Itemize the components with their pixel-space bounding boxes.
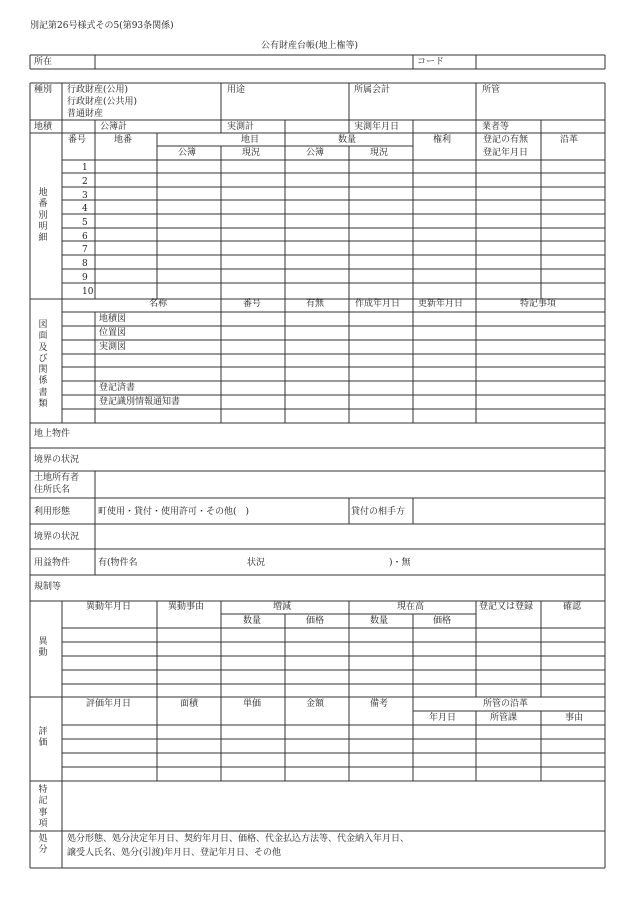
parcel-col-registration: 登記の有無 <box>483 135 529 145</box>
area-label: 地積 <box>34 122 53 132</box>
contractor-label: 業者等 <box>482 122 510 132</box>
valuation-sub-date: 年月日 <box>429 713 457 723</box>
category-sub-register: 公簿 <box>178 148 197 158</box>
survey-date-label: 実測年月日 <box>354 122 400 132</box>
form-reference: 別記第26号様式その5(第93条関係) <box>30 21 174 31</box>
changes-sub-quantity-1: 数量 <box>243 616 262 626</box>
changes-col-confirm: 確認 <box>563 602 582 612</box>
parcel-row-number: 7 <box>82 245 88 255</box>
parcel-row-number: 1 <box>82 163 88 173</box>
changes-side-label: 異動 <box>38 637 48 659</box>
parcel-row-number: 8 <box>82 259 88 269</box>
drawings-col-presence: 有無 <box>306 299 325 309</box>
changes-col-registry: 登記又は登録 <box>479 602 534 612</box>
use-label: 用途 <box>227 85 246 95</box>
survey-total-label: 実測計 <box>227 122 255 132</box>
parcel-col-quantity: 数量 <box>338 135 357 145</box>
parcel-side-label: 地番別明細 <box>38 188 48 243</box>
changes-col-increase-decrease: 増減 <box>273 602 292 612</box>
parcel-row-number: 5 <box>82 218 88 228</box>
disposal-line-1: 処分形態、処分決定年月日、契約年月日、価格、代金払込方法等、代金納入年月日、 <box>67 834 410 844</box>
regulations-label: 規制等 <box>34 582 62 592</box>
drawing-item-name: 地積図 <box>99 314 127 324</box>
drawings-side-label: 図面及び関係書類 <box>38 320 48 409</box>
type-label: 種別 <box>34 85 53 95</box>
parcel-col-registration-date: 登記年月日 <box>483 148 529 158</box>
usage-label: 利用形態 <box>34 507 71 517</box>
code-label: コード <box>417 57 445 67</box>
notes-side-label: 特記事項 <box>38 785 48 829</box>
parcel-col-lot: 地番 <box>114 135 133 145</box>
disposal-line-2: 譲受人氏名、処分(引渡)年月日、登記年月日、その他 <box>67 848 282 858</box>
parcel-row-number: 2 <box>82 177 88 187</box>
parcel-col-number: 番号 <box>68 135 87 145</box>
owner-label-line1: 土地所有者 <box>34 473 80 483</box>
parcel-col-right: 権利 <box>433 135 452 145</box>
valuation-col-amount: 金額 <box>306 699 325 709</box>
beneficial-end: )・無 <box>389 558 411 568</box>
form-title: 公有財産台帳(地上権等) <box>261 41 359 51</box>
drawings-col-name: 名称 <box>149 299 168 309</box>
boundary-label-1: 境界の状況 <box>34 455 80 465</box>
valuation-side-label: 評価 <box>38 727 48 749</box>
valuation-sub-matter: 事由 <box>565 713 584 723</box>
drawings-col-created: 作成年月日 <box>355 299 401 309</box>
parcel-row-number: 9 <box>82 273 88 283</box>
account-label: 所属会計 <box>354 85 391 95</box>
drawings-col-notes: 特記事項 <box>520 299 557 309</box>
quantity-sub-current: 現況 <box>370 148 389 158</box>
valuation-col-area: 面積 <box>180 699 199 709</box>
parcel-row-number: 10 <box>82 287 94 297</box>
structures-label: 地上物件 <box>34 429 71 439</box>
parcel-row-number: 6 <box>82 232 88 242</box>
drawing-item-name: 実測図 <box>99 342 127 352</box>
beneficial-value: 有(物件名 <box>98 558 138 568</box>
valuation-col-unit-price: 単価 <box>243 699 262 709</box>
valuation-col-date: 評価年月日 <box>86 699 132 709</box>
parcel-col-category: 地目 <box>241 135 260 145</box>
jurisdiction-label: 所管 <box>482 85 501 95</box>
type-option-1: 行政財産(公用) <box>67 85 129 95</box>
register-total-label: 公簿計 <box>100 122 128 132</box>
changes-col-date: 異動年月日 <box>86 602 132 612</box>
location-label: 所在 <box>34 57 53 67</box>
drawings-col-updated: 更新年月日 <box>418 299 464 309</box>
beneficial-status: 状況 <box>247 558 266 568</box>
drawing-item-name: 登記済書 <box>99 383 136 393</box>
quantity-sub-register: 公簿 <box>306 148 325 158</box>
drawing-item-name: 位置図 <box>99 328 127 338</box>
category-sub-current: 現況 <box>242 148 261 158</box>
changes-sub-price-2: 価格 <box>433 616 452 626</box>
parcel-row-number: 4 <box>82 204 88 214</box>
owner-label-line2: 住所氏名 <box>34 485 71 495</box>
valuation-sub-dept: 所管課 <box>490 713 518 723</box>
valuation-col-history: 所管の沿革 <box>483 699 529 709</box>
type-option-3: 普通財産 <box>67 109 104 119</box>
lessee-label: 貸付の相手方 <box>351 507 406 517</box>
usage-value: 町使用・貸付・使用許可・その他( ) <box>98 507 250 517</box>
changes-col-reason: 異動事由 <box>168 602 205 612</box>
drawings-col-number: 番号 <box>243 299 262 309</box>
drawing-item-name: 登記識別情報通知書 <box>99 397 181 407</box>
changes-col-current: 現在高 <box>397 602 425 612</box>
valuation-col-remarks: 備考 <box>370 699 389 709</box>
beneficial-label: 用益物件 <box>34 558 71 568</box>
parcel-row-number: 3 <box>82 191 88 201</box>
boundary-label-2: 境界の状況 <box>34 532 80 542</box>
changes-sub-quantity-2: 数量 <box>370 616 389 626</box>
disposal-side-label: 処分 <box>38 834 48 856</box>
parcel-col-history: 沿革 <box>560 135 579 145</box>
type-option-2: 行政財産(公共用) <box>67 97 138 107</box>
changes-sub-price-1: 価格 <box>306 616 325 626</box>
